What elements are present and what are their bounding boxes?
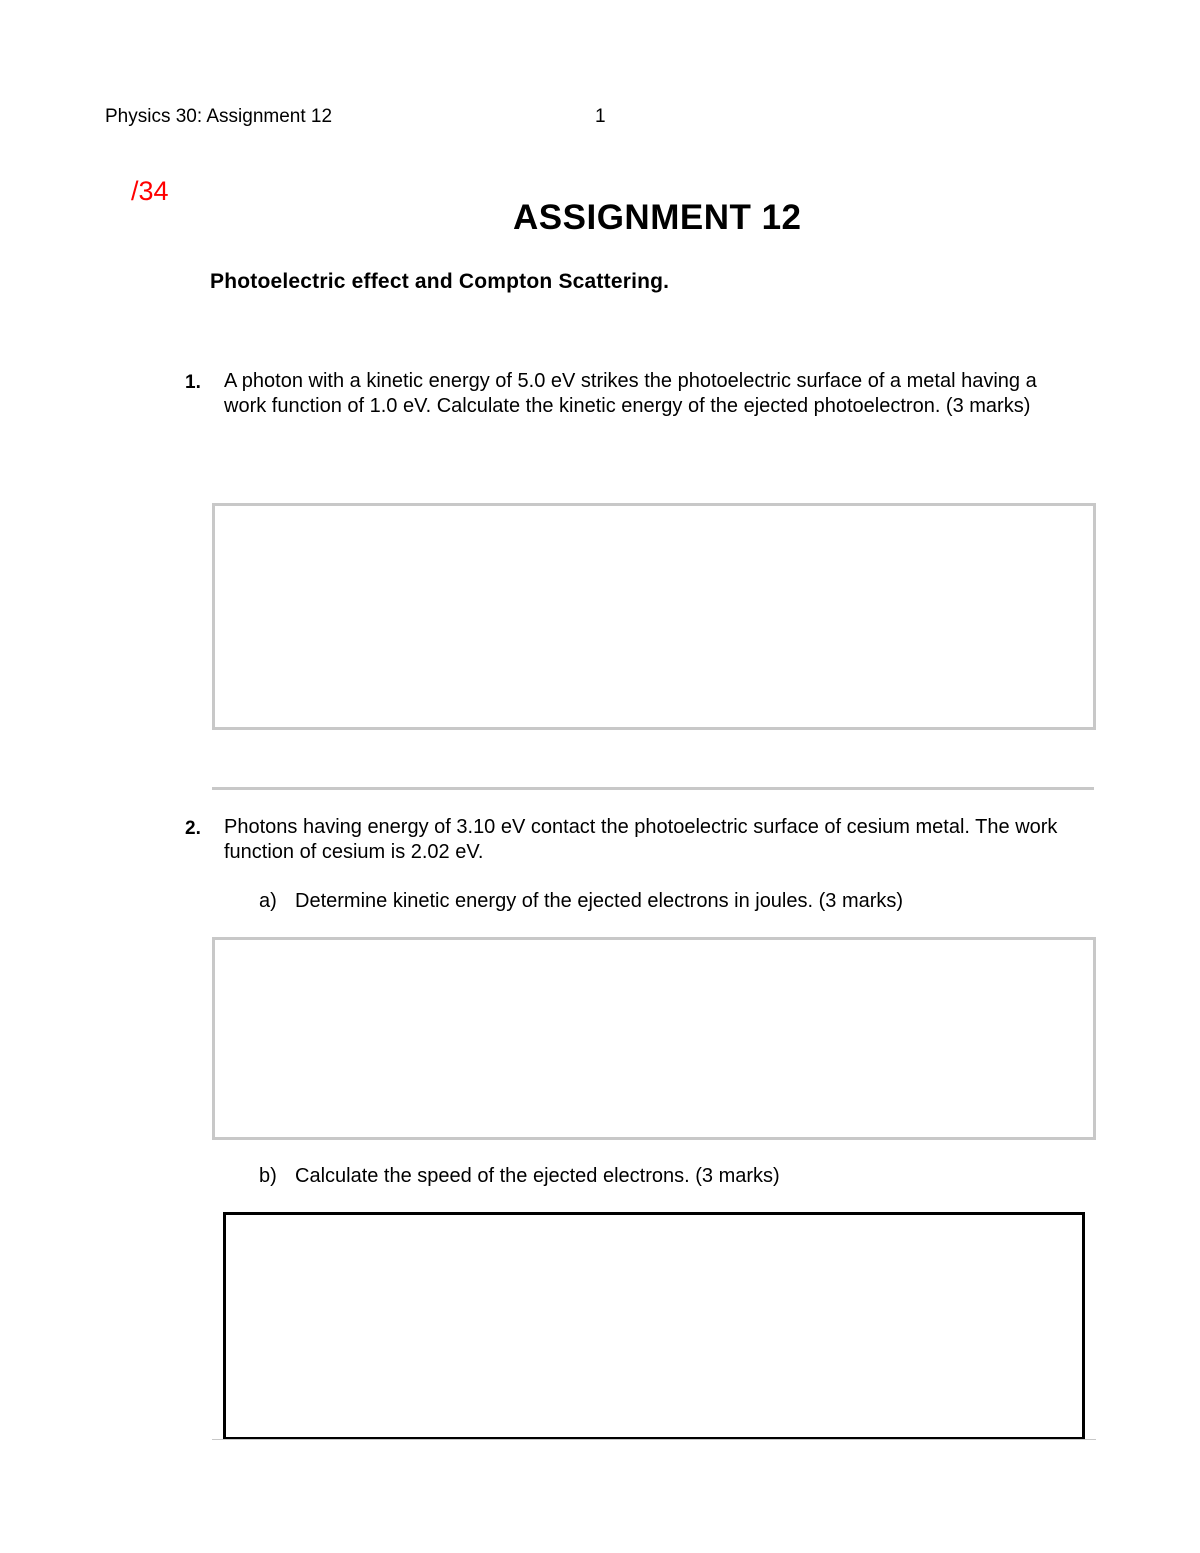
question-2b-text: Calculate the speed of the ejected electrons. (3 marks) <box>295 1165 780 1187</box>
total-score: /34 <box>131 176 169 206</box>
page-subtitle: Photoelectric effect and Compton Scattering. <box>210 270 670 293</box>
question-2b-answer-box[interactable] <box>223 1212 1085 1440</box>
running-header: Physics 30: Assignment 12 <box>105 106 333 127</box>
question-2a-text: Determine kinetic energy of the ejected electrons in joules. (3 marks) <box>295 890 904 912</box>
bottom-divider <box>212 1439 1096 1440</box>
question-1-text: A photon with a kinetic energy of 5.0 eV strikes the photoelectric surface of a metal having a work function of 1.0 eV. Calculate the kinetic energy of the ejected photoelectron. (3 marks) <box>224 370 1037 417</box>
page-number: 1 <box>595 106 606 127</box>
question-1-number: 1. <box>185 372 201 393</box>
question-1-answer-box[interactable] <box>212 503 1096 730</box>
question-2-number: 2. <box>185 818 201 839</box>
question-2a-answer-box[interactable] <box>212 937 1096 1140</box>
question-2a-label: a) <box>259 890 277 912</box>
question-2b-label: b) <box>259 1165 277 1187</box>
section-divider <box>212 787 1094 790</box>
question-2-text: Photons having energy of 3.10 eV contact the photoelectric surface of cesium metal. The work function of cesium is 2.02 eV. <box>224 816 1058 863</box>
page-title: ASSIGNMENT 12 <box>513 198 802 237</box>
